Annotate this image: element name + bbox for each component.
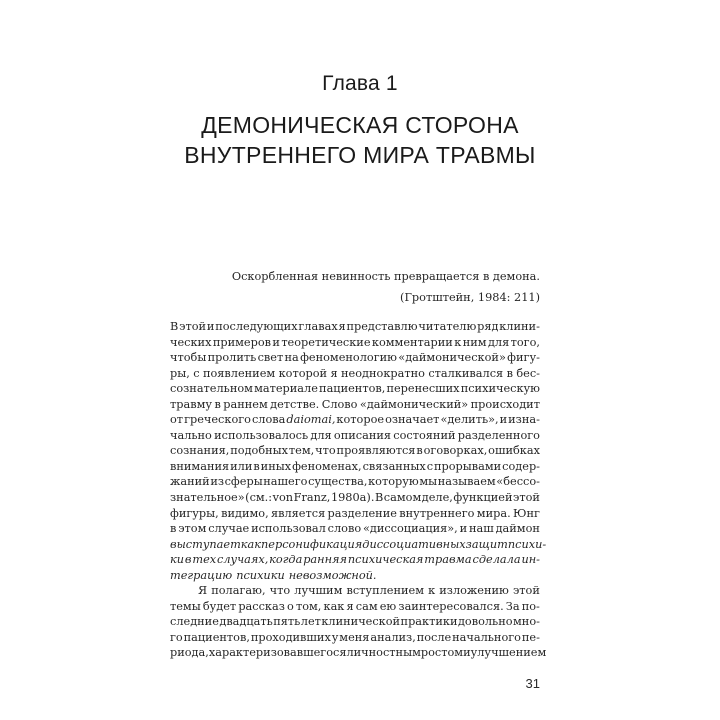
- word: я: [338, 320, 346, 333]
- word: анализ,: [370, 630, 416, 644]
- word: начального: [452, 630, 521, 644]
- word: лучшим: [294, 584, 343, 598]
- word: травму: [170, 397, 213, 411]
- word: существа,: [308, 475, 368, 489]
- word: знательное»: [170, 491, 245, 505]
- word: раннем: [223, 397, 268, 411]
- word: внутреннего: [399, 506, 475, 520]
- word: к: [454, 335, 462, 349]
- word: ры,: [170, 366, 190, 380]
- word: daiomai,: [286, 413, 336, 427]
- word: слова: [251, 413, 286, 427]
- word: психическая: [347, 553, 424, 567]
- word: феноменах,: [292, 459, 362, 473]
- word: когда: [269, 553, 303, 567]
- word: перенесших: [386, 382, 460, 396]
- word: материале: [254, 382, 318, 396]
- word: «даймонической»: [398, 351, 506, 365]
- word: тем,: [288, 444, 315, 458]
- word: и: [499, 413, 508, 427]
- word: прорывами: [434, 459, 502, 473]
- word: заинтересовался.: [398, 599, 504, 613]
- word: слово: [327, 522, 362, 536]
- word: проходивших: [250, 630, 331, 644]
- word: следние: [170, 615, 219, 629]
- text-line-italic: [170, 568, 540, 584]
- word: я: [330, 366, 338, 380]
- word: нашего: [263, 475, 308, 489]
- chapter-title-line: ВНУТРЕННЕГО МИРА ТРАВМЫ: [184, 142, 536, 168]
- text-line: [170, 412, 540, 428]
- word: характеризовавшегося: [208, 646, 347, 660]
- word: примеров: [212, 335, 271, 349]
- word: вступлением: [346, 584, 424, 598]
- word: этом: [178, 522, 207, 536]
- word: чально: [170, 428, 212, 442]
- word: о: [287, 599, 294, 613]
- word: Слово: [321, 397, 358, 411]
- text-line: [170, 490, 540, 506]
- word: фигу-: [507, 351, 540, 365]
- word: в: [214, 397, 221, 411]
- word: теоретические: [281, 335, 371, 349]
- word: диссоциативных: [362, 537, 466, 551]
- word: За: [505, 599, 520, 613]
- word: комментарии: [371, 335, 453, 349]
- text-line: [170, 599, 540, 615]
- word: сознательном: [170, 382, 253, 396]
- text-line: [170, 428, 540, 444]
- text-line: [170, 630, 540, 646]
- word: или: [230, 459, 253, 473]
- word: мы: [419, 475, 438, 489]
- word: этой: [512, 584, 540, 598]
- word: что: [269, 584, 291, 598]
- text-line: [170, 366, 540, 382]
- word: которую: [368, 475, 419, 489]
- chapter-title: [0, 110, 720, 170]
- text-line: [170, 381, 540, 397]
- page-number: 31: [525, 676, 540, 691]
- word: теграцию: [170, 568, 233, 582]
- text-line: [170, 319, 540, 335]
- word: является: [271, 506, 326, 520]
- word: означает: [385, 413, 440, 427]
- word: невозможной.: [288, 568, 377, 582]
- epigraph: [170, 266, 540, 308]
- word: том,: [295, 599, 322, 613]
- word: сознания,: [170, 444, 230, 458]
- word: сделала: [472, 553, 521, 567]
- word: происходит: [470, 397, 540, 411]
- word: сам: [355, 599, 378, 613]
- word: 1980a).: [330, 491, 375, 505]
- word: выступает: [170, 537, 241, 551]
- word: изложению: [439, 584, 509, 598]
- word: по-: [521, 599, 540, 613]
- word: и: [459, 522, 468, 536]
- word: появлением: [202, 366, 276, 380]
- word: в: [506, 366, 513, 380]
- word: бес-: [516, 366, 540, 380]
- word: тех: [192, 553, 217, 567]
- text-line: [170, 397, 540, 413]
- word: которой: [278, 366, 328, 380]
- word: называем: [437, 475, 496, 489]
- word: даймон: [495, 522, 540, 536]
- word: разделенного: [457, 428, 540, 442]
- word: с: [426, 459, 434, 473]
- epigraph-quote: Оскорбленная невинность превращается в демона.: [231, 270, 540, 283]
- word: феноменологию: [300, 351, 397, 365]
- word: в: [184, 553, 192, 567]
- word: видимо,: [221, 506, 269, 520]
- word: представлю: [346, 320, 418, 333]
- word: неоднократно: [341, 366, 425, 380]
- word: пе-: [521, 630, 540, 644]
- word: фигуры,: [170, 506, 219, 520]
- word: случае: [208, 522, 250, 536]
- word: ин-: [521, 553, 540, 567]
- word: пять: [273, 615, 301, 629]
- word: «даймонический»: [359, 397, 469, 411]
- word: клинической: [321, 615, 401, 629]
- word: Юнг: [513, 506, 540, 520]
- word: использовалось: [214, 428, 309, 442]
- word: жаний: [170, 475, 210, 489]
- word: к: [428, 584, 436, 598]
- text-line: [170, 474, 540, 490]
- word: последующих: [215, 320, 298, 333]
- word: защит: [465, 537, 508, 551]
- word: состояний: [393, 428, 456, 442]
- word: личностным: [346, 646, 421, 660]
- text-line: [170, 335, 540, 351]
- word: греческого: [184, 413, 251, 427]
- word: содер-: [502, 459, 540, 473]
- word: мира.: [476, 506, 511, 520]
- word: я: [346, 599, 354, 613]
- word: внимания: [170, 459, 230, 473]
- word: оговорках,: [423, 444, 488, 458]
- word: довольно: [457, 615, 513, 629]
- word: и: [272, 335, 280, 349]
- word: для: [487, 335, 510, 349]
- word: наш: [468, 522, 494, 536]
- word: для: [310, 428, 332, 442]
- word: свет: [257, 351, 284, 365]
- word: у: [331, 630, 339, 644]
- text-line: [170, 521, 540, 537]
- word: полагаю,: [211, 584, 266, 598]
- word: ошибках: [488, 444, 540, 458]
- word: случаях,: [217, 553, 269, 567]
- word: В: [374, 491, 384, 505]
- word: и: [206, 320, 215, 333]
- word: которое: [336, 413, 385, 427]
- word: персонификация: [261, 537, 363, 551]
- word: проявляются: [336, 444, 416, 458]
- word: сталкивался: [428, 366, 504, 380]
- text-line-italic: [170, 537, 547, 553]
- word: самом: [383, 491, 422, 505]
- word: травма: [424, 553, 472, 567]
- word: на: [284, 351, 299, 365]
- word: как: [240, 537, 262, 551]
- word: меня: [339, 630, 370, 644]
- word: связанных: [362, 459, 426, 473]
- word: пациентов,: [319, 382, 386, 396]
- word: подобных: [230, 444, 289, 458]
- word: лет: [300, 615, 321, 629]
- word: Я: [198, 584, 208, 598]
- word: ею: [379, 599, 397, 613]
- word: использовал: [251, 522, 326, 536]
- word: «делить»,: [440, 413, 499, 427]
- word: разделение: [327, 506, 397, 520]
- word: (см.:: [245, 491, 273, 505]
- word: главах: [298, 320, 338, 333]
- word: с: [193, 366, 200, 380]
- text-line-italic: [170, 552, 540, 568]
- word: практики: [400, 615, 458, 629]
- text-line: [170, 614, 540, 630]
- word: функцией: [453, 491, 513, 505]
- word: «бессо-: [496, 475, 540, 489]
- word: двадцать: [219, 615, 273, 629]
- word: в: [170, 522, 177, 536]
- word: «диссоциация»,: [362, 522, 458, 536]
- word: психики: [236, 568, 285, 582]
- word: иных: [260, 459, 292, 473]
- word: чтобы: [170, 351, 207, 365]
- word: детстве.: [270, 397, 320, 411]
- word: риода,: [170, 646, 209, 660]
- word: психическую: [460, 382, 540, 396]
- word: темы: [170, 599, 201, 613]
- word: ческих: [170, 335, 212, 349]
- text-line: [170, 645, 547, 661]
- word: из: [210, 475, 225, 489]
- text-line: [170, 443, 540, 459]
- word: после: [416, 630, 452, 644]
- chapter-title-line: ДЕМОНИЧЕСКАЯ СТОРОНА: [201, 112, 519, 138]
- paragraph-start-line: [170, 583, 540, 599]
- text-line: [170, 506, 540, 522]
- word: психи-: [507, 537, 547, 551]
- word: изна-: [508, 413, 540, 427]
- word: Franz,: [293, 491, 331, 505]
- word: клини-: [499, 320, 540, 333]
- word: этой: [179, 320, 207, 333]
- word: и: [463, 646, 471, 660]
- word: этой: [513, 491, 540, 505]
- word: деле,: [421, 491, 453, 505]
- word: улучшением: [470, 646, 547, 660]
- word: В: [170, 320, 179, 333]
- word: пролить: [207, 351, 257, 365]
- word: в: [253, 459, 260, 473]
- word: ним: [462, 335, 487, 349]
- word: пациентов,: [183, 630, 250, 644]
- text-line: [170, 459, 540, 475]
- word: ряд: [477, 320, 499, 333]
- word: читателю: [418, 320, 477, 333]
- epigraph-citation: (Гротштейн, 1984: 211): [400, 291, 540, 304]
- word: как: [323, 599, 345, 613]
- word: от: [170, 413, 184, 427]
- text-line: [170, 350, 540, 366]
- word: того,: [510, 335, 540, 349]
- word: будет: [202, 599, 237, 613]
- word: го: [170, 630, 183, 644]
- word: ранняя: [303, 553, 348, 567]
- word: сферы: [224, 475, 263, 489]
- word: что: [315, 444, 336, 458]
- word: ки: [170, 553, 185, 567]
- word: описания: [333, 428, 392, 442]
- word: в: [416, 444, 423, 458]
- body-text: [170, 319, 547, 661]
- chapter-label: Глава 1: [322, 72, 398, 95]
- word: von: [272, 491, 294, 505]
- word: мно-: [513, 615, 540, 629]
- word: ростом: [420, 646, 464, 660]
- word: рассказ: [238, 599, 285, 613]
